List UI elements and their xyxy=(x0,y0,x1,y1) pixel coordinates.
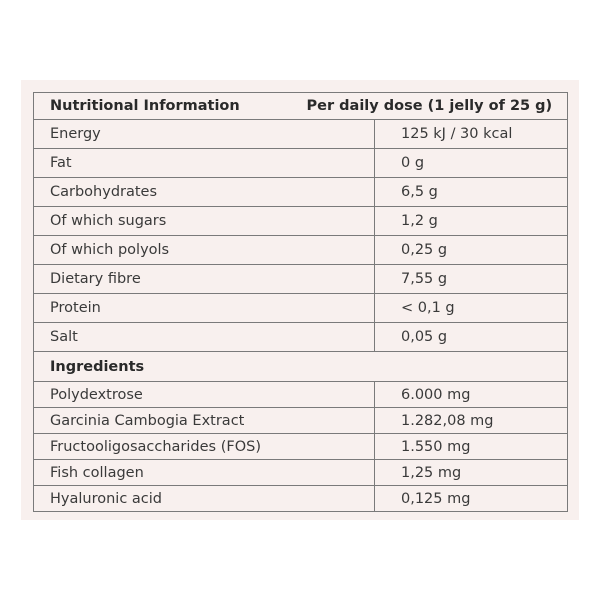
table-row xyxy=(34,149,568,178)
ingredient-value: 1.550 mg xyxy=(375,434,568,460)
nutrient-name: Energy xyxy=(34,120,375,149)
nutrient-value: 0 g xyxy=(375,149,568,178)
ingredient-name: Garcinia Cambogia Extract xyxy=(34,408,375,434)
nutrient-name: Of which sugars xyxy=(34,207,375,236)
nutrient-name: Carbohydrates xyxy=(34,178,375,207)
table-row xyxy=(34,434,568,460)
ingredient-value: 1,25 mg xyxy=(375,460,568,486)
nutrition-table xyxy=(33,92,568,512)
nutrient-name: Dietary fibre xyxy=(34,265,375,294)
table-row xyxy=(34,236,568,265)
table-row xyxy=(34,408,568,434)
table-row xyxy=(34,382,568,408)
nutrient-value: 1,2 g xyxy=(375,207,568,236)
nutrient-value: 6,5 g xyxy=(375,178,568,207)
ingredient-name: Polydextrose xyxy=(34,382,375,408)
ingredient-value: 1.282,08 mg xyxy=(375,408,568,434)
nutrient-name: Salt xyxy=(34,323,375,352)
nutrient-value: 0,05 g xyxy=(375,323,568,352)
nutritional-information-heading: Nutritional Information xyxy=(50,98,240,114)
table-row xyxy=(34,207,568,236)
ingredients-heading: Ingredients xyxy=(34,352,568,382)
table-row xyxy=(34,294,568,323)
table-header-row xyxy=(34,93,568,120)
table-row xyxy=(34,460,568,486)
ingredient-name: Fish collagen xyxy=(34,460,375,486)
table-row xyxy=(34,178,568,207)
daily-dose-heading: Per daily dose (1 jelly of 25 g) xyxy=(306,98,553,114)
nutrient-value: 125 kJ / 30 kcal xyxy=(375,120,568,149)
ingredient-value: 0,125 mg xyxy=(375,486,568,512)
nutrient-name: Of which polyols xyxy=(34,236,375,265)
ingredients-section-row xyxy=(34,352,568,382)
nutrient-value: 7,55 g xyxy=(375,265,568,294)
header-cell xyxy=(34,93,568,120)
table-row xyxy=(34,120,568,149)
ingredient-name: Fructooligosaccharides (FOS) xyxy=(34,434,375,460)
nutrient-name: Protein xyxy=(34,294,375,323)
table-row xyxy=(34,486,568,512)
ingredient-value: 6.000 mg xyxy=(375,382,568,408)
nutrient-value: 0,25 g xyxy=(375,236,568,265)
table-row xyxy=(34,323,568,352)
table-row xyxy=(34,265,568,294)
nutrient-name: Fat xyxy=(34,149,375,178)
nutrient-value: < 0,1 g xyxy=(375,294,568,323)
ingredient-name: Hyaluronic acid xyxy=(34,486,375,512)
